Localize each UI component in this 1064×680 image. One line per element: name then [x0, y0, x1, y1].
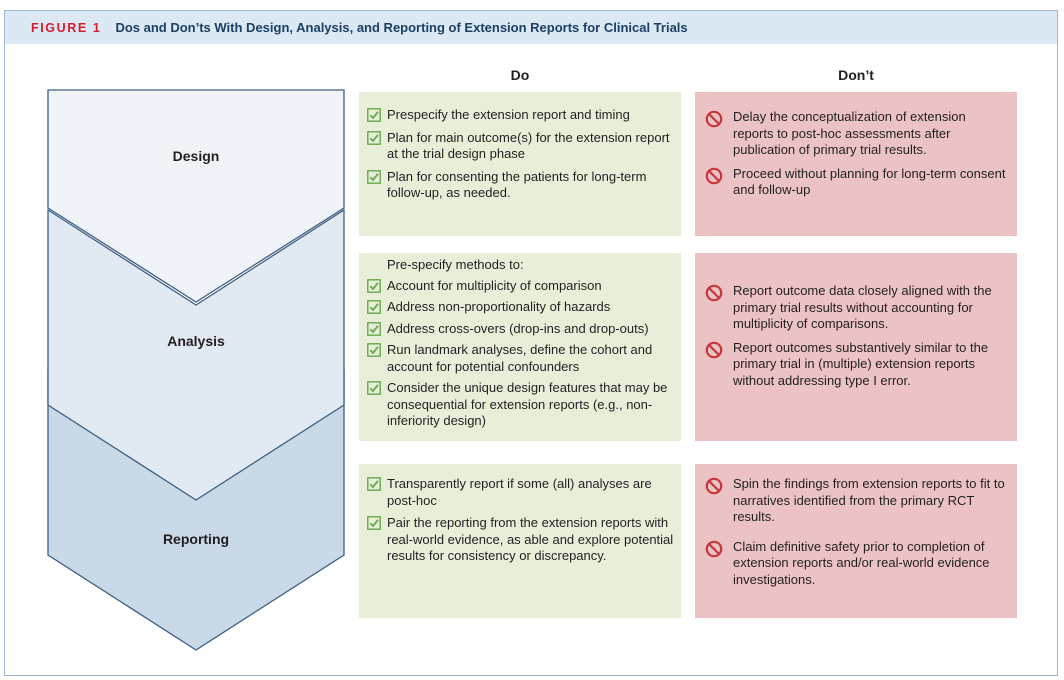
do-item	[359, 321, 681, 338]
dont-item-text: Spin the findings from extension reports to fit to narratives identified from the primary RCT results.	[733, 476, 1005, 524]
check-box-icon	[367, 131, 381, 145]
stage-label-design: Design	[172, 148, 220, 164]
do-item-text: Address non-proportionality of hazards	[387, 299, 611, 314]
do-item-text: Run landmark analyses, define the cohort and account for potential confounders	[387, 342, 653, 374]
do-item-text: Transparently report if some (all) analyses are post-hoc	[387, 476, 652, 508]
design-do-box	[359, 92, 681, 236]
dont-item	[695, 476, 1013, 526]
do-item	[359, 476, 675, 509]
do-item-text: Pair the reporting from the extension reports with real-world evidence, as able and explore potential results for consistency or discrepancy.	[387, 515, 674, 563]
do-item-text: Prespecify the extension report and timing	[387, 107, 630, 122]
dont-item-text: Delay the conceptualization of extension reports to post-hoc assessments after publication of primary trial results.	[733, 109, 966, 157]
prohibited-icon	[705, 477, 723, 495]
dont-item-text: Report outcomes substantively similar to the primary trial in (multiple) extension reports without addressing type I error.	[733, 339, 989, 388]
check-box-icon	[367, 322, 381, 336]
analysis-dont-box	[695, 253, 1017, 441]
dont-item	[695, 283, 1013, 333]
do-item	[359, 299, 681, 316]
do-item-text: Plan for main outcome(s) for the extension report at the trial design phase	[387, 129, 670, 161]
dont-item-text: Claim definitive safety prior to completion of extension reports and/or real-world evidence investigations.	[733, 538, 990, 587]
check-box-icon	[367, 300, 381, 314]
reporting-do-box	[359, 464, 681, 618]
check-box-icon	[367, 343, 381, 357]
design-dont-box	[695, 92, 1017, 236]
do-item-text: Consider the unique design features that may be consequential for extension reports (e.g., non-inferiority design)	[387, 380, 668, 428]
prohibited-icon	[705, 341, 723, 359]
check-box-icon	[367, 108, 381, 122]
check-box-icon	[367, 381, 381, 395]
check-box-icon	[367, 170, 381, 184]
dont-item-text: Proceed without planning for long-term consent and follow-up	[733, 165, 1006, 197]
do-intro-text: Pre-specify methods to:	[387, 257, 524, 272]
stage-label-reporting: Reporting	[162, 531, 230, 547]
check-box-icon	[367, 477, 381, 491]
check-box-icon	[367, 516, 381, 530]
do-item-text: Plan for consenting the patients for long-term follow-up, as needed.	[387, 168, 647, 200]
do-column-header: Do	[510, 67, 530, 83]
do-item	[359, 169, 681, 202]
stage-label-analysis: Analysis	[167, 333, 225, 349]
prohibited-icon	[705, 284, 723, 302]
prohibited-icon	[705, 167, 723, 185]
analysis-do-box	[359, 253, 681, 441]
do-item	[359, 107, 681, 124]
check-box-icon	[367, 279, 381, 293]
do-item-text: Account for multiplicity of comparison	[387, 277, 602, 293]
prohibited-icon	[705, 110, 723, 128]
do-item	[359, 130, 681, 163]
do-item	[359, 342, 681, 375]
dont-item	[695, 109, 1007, 159]
prohibited-icon	[705, 540, 723, 558]
do-item	[359, 278, 681, 295]
dont-column-header: Don’t	[838, 67, 874, 83]
do-item-text: Address cross-overs (drop-ins and drop-outs)	[387, 320, 649, 336]
dont-item	[695, 166, 1007, 199]
figure-label: FIGURE 1	[31, 20, 102, 35]
dont-item	[695, 539, 1013, 589]
dont-item-text: Report outcome data closely aligned with the primary trial results without accounting for multiplicity of comparisons.	[733, 283, 992, 331]
do-item	[359, 515, 675, 565]
do-item	[359, 380, 681, 430]
reporting-dont-box	[695, 464, 1017, 618]
dont-item	[695, 340, 1013, 390]
figure-title: Dos and Don’ts With Design, Analysis, and Reporting of Extension Reports for Clinical Trials	[115, 20, 688, 35]
